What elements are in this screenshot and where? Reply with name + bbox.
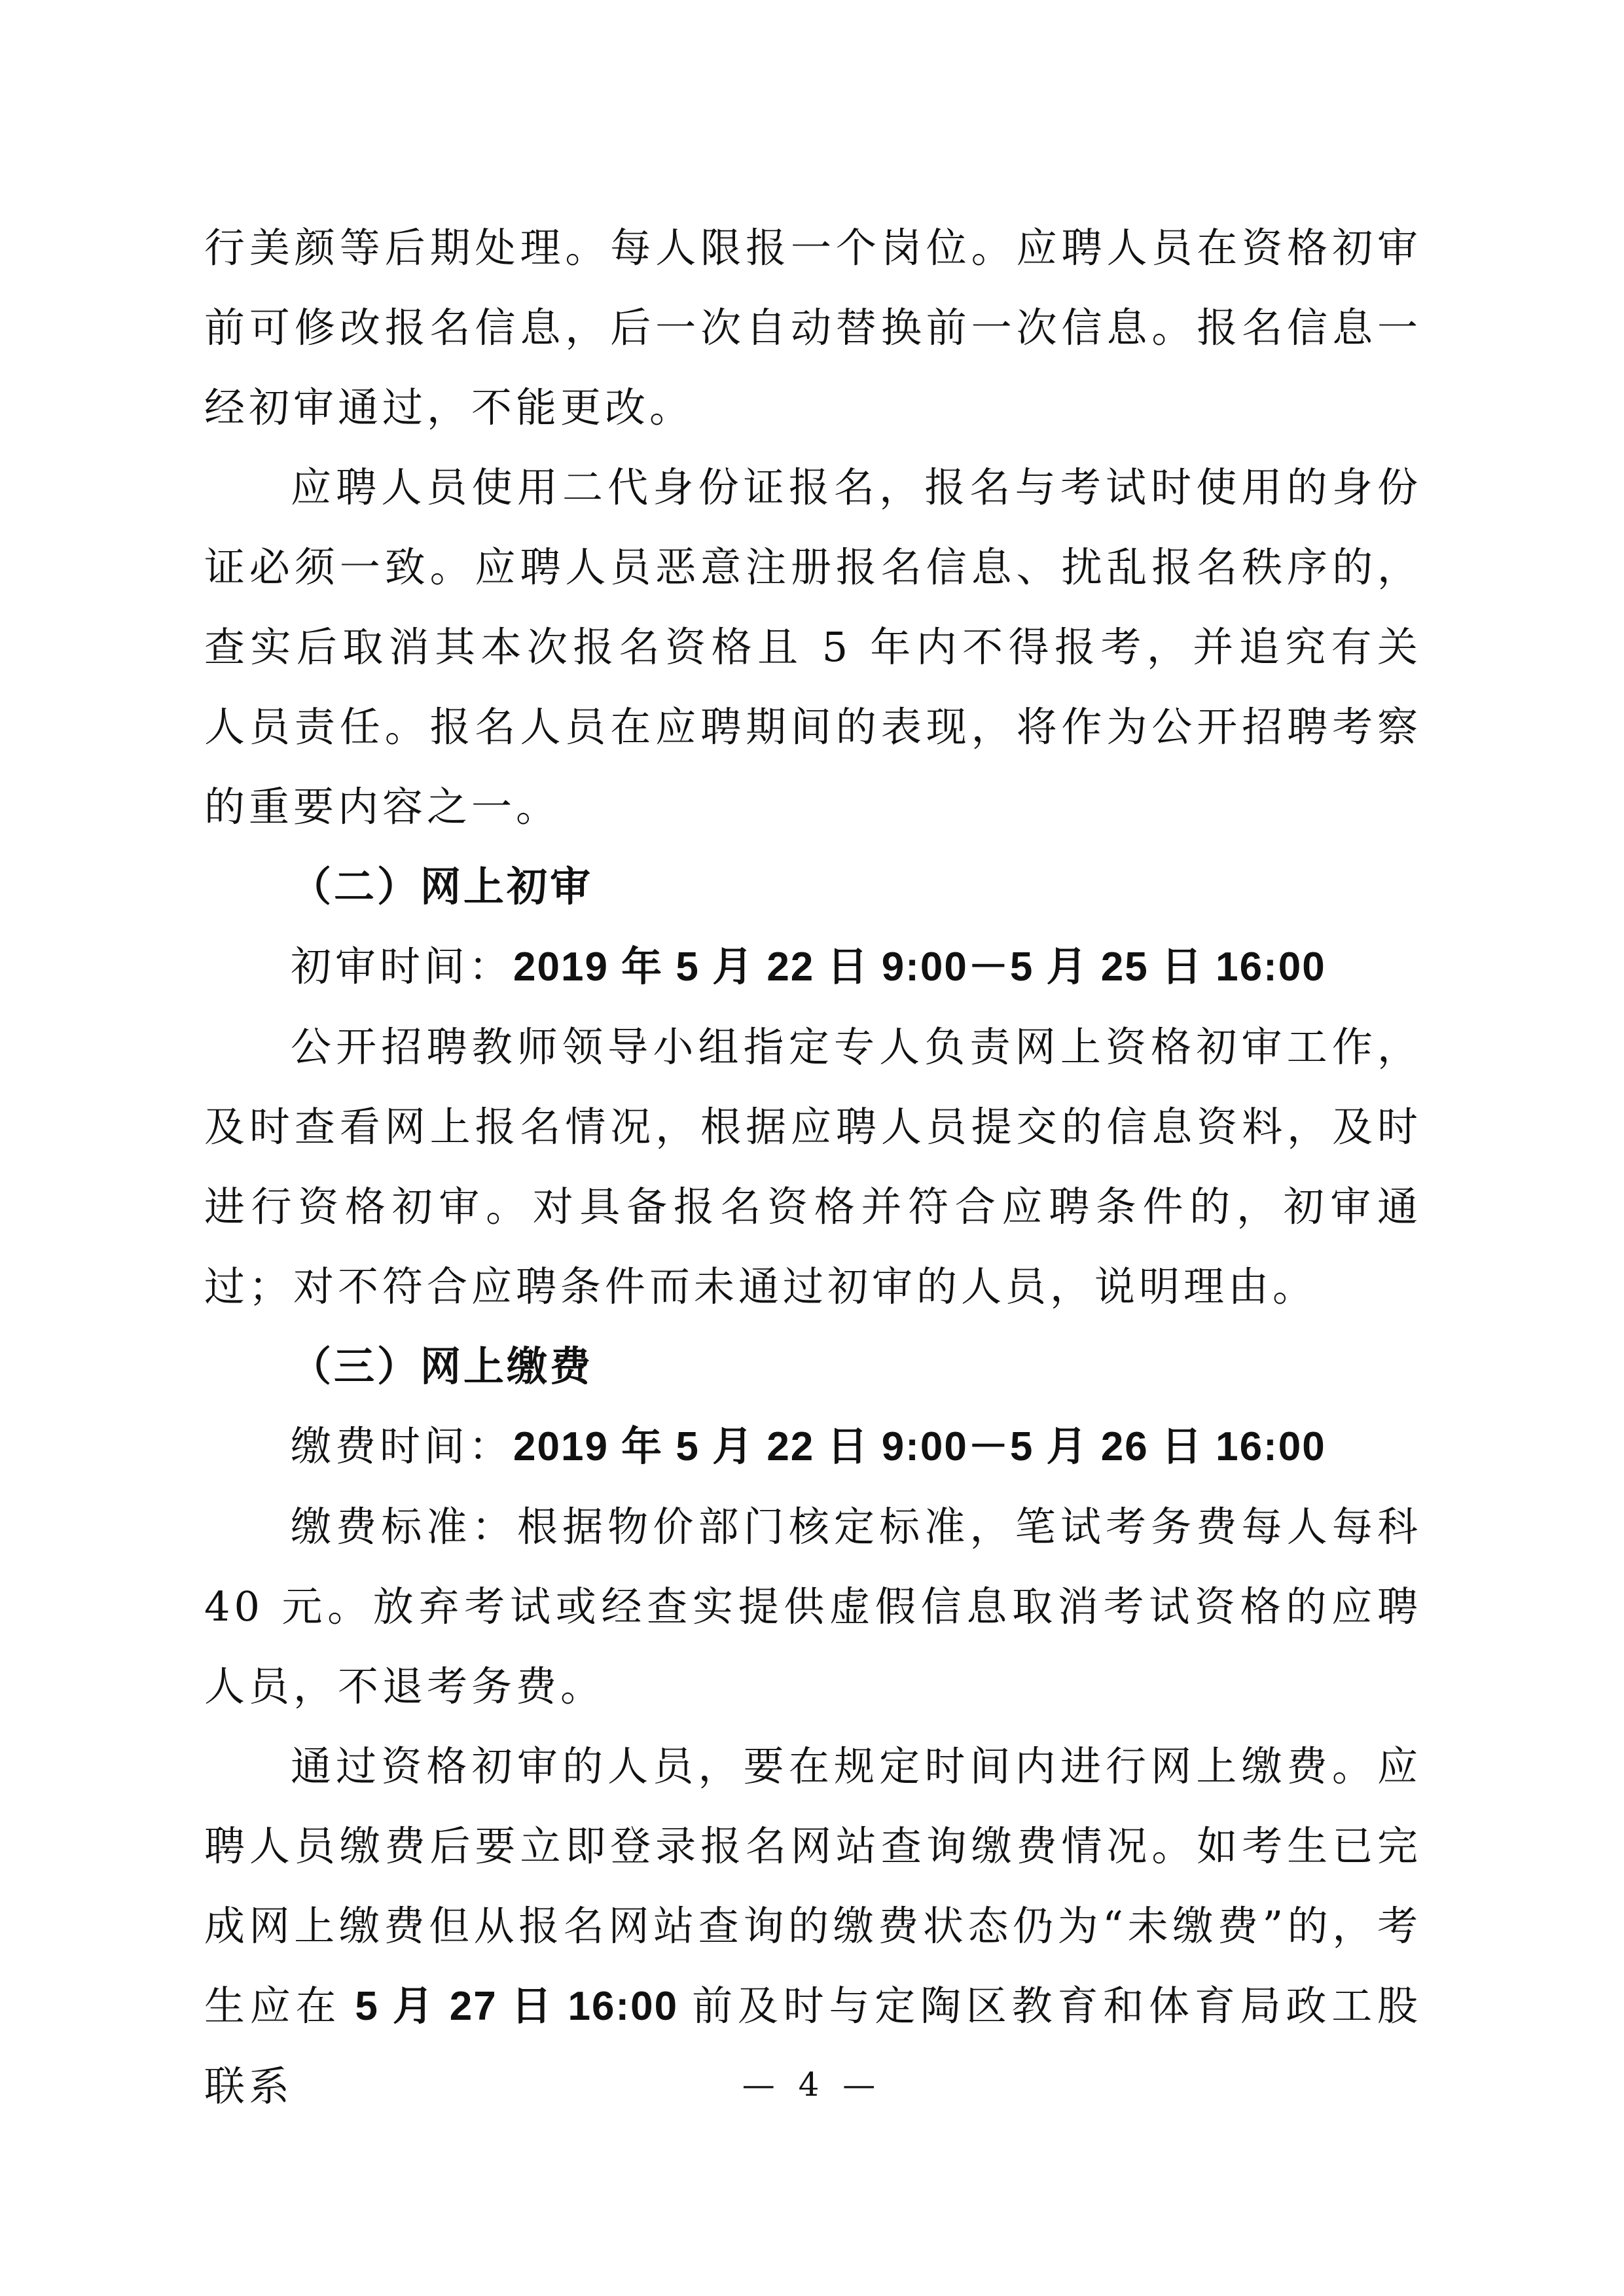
payment-time-line	[204, 1407, 1422, 1487]
section-heading-online-review: （二）网上初审	[291, 863, 594, 910]
body-text	[204, 208, 1422, 2126]
payment-time-value: 2019 年 5 月 22 日 9:00－5 月 26 日 16:00	[513, 1424, 1326, 1469]
payment-deadline: 5 月 27 日 16:00	[341, 1984, 693, 2029]
paragraph-id-card: 应聘人员使用二代身份证报名，报名与考试时使用的身份证必须一致。应聘人员恶意注册报名信息、扰乱报名秩序的，查实后取消其本次报名资格且 5 年内不得报考，并追究有关人员责任。报名人员在应聘期间的表现，将作为公开招聘考察的重要内容之一。	[204, 463, 1422, 831]
review-time-line	[204, 927, 1422, 1007]
paragraph-review-process: 公开招聘教师领导小组指定专人负责网上资格初审工作，及时查看网上报名情况，根据应聘人员提交的信息资料，及时进行资格初审。对具备报名资格并符合应聘条件的，初审通过；对不符合应聘条件而未通过初审的人员，说明理由。	[204, 1023, 1422, 1310]
payment-time-label: 缴费时间：	[291, 1422, 514, 1470]
paragraph-fee-standard: 缴费标准：根据物价部门核定标准，笔试考务费每人每科 40 元。放弃考试或经查实提供虚假信息取消考试资格的应聘人员，不退考务费。	[204, 1503, 1422, 1710]
payment-notice-contact: 前及时与定陶区教育和体育局政工股联系	[204, 1982, 1422, 2110]
review-time-label: 初审时间：	[291, 942, 514, 990]
paragraph-continued: 行美颜等后期处理。每人限报一个岗位。应聘人员在资格初审前可修改报名信息，后一次自动替换前一次信息。报名信息一经初审通过，不能更改。	[204, 224, 1422, 431]
section-heading-online-payment: （三）网上缴费	[291, 1342, 594, 1390]
page-number: — 4 —	[742, 2066, 882, 2104]
review-time-value: 2019 年 5 月 22 日 9:00－5 月 25 日 16:00	[513, 944, 1326, 990]
payment-notice-text: 通过资格初审的人员，要在规定时间内进行网上缴费。应聘人员缴费后要立即登录报名网站查询缴费情况。如考生已完成网上缴费但从报名网站查询的缴费状态仍为“未缴费”的，考生应在	[204, 1742, 1422, 2030]
